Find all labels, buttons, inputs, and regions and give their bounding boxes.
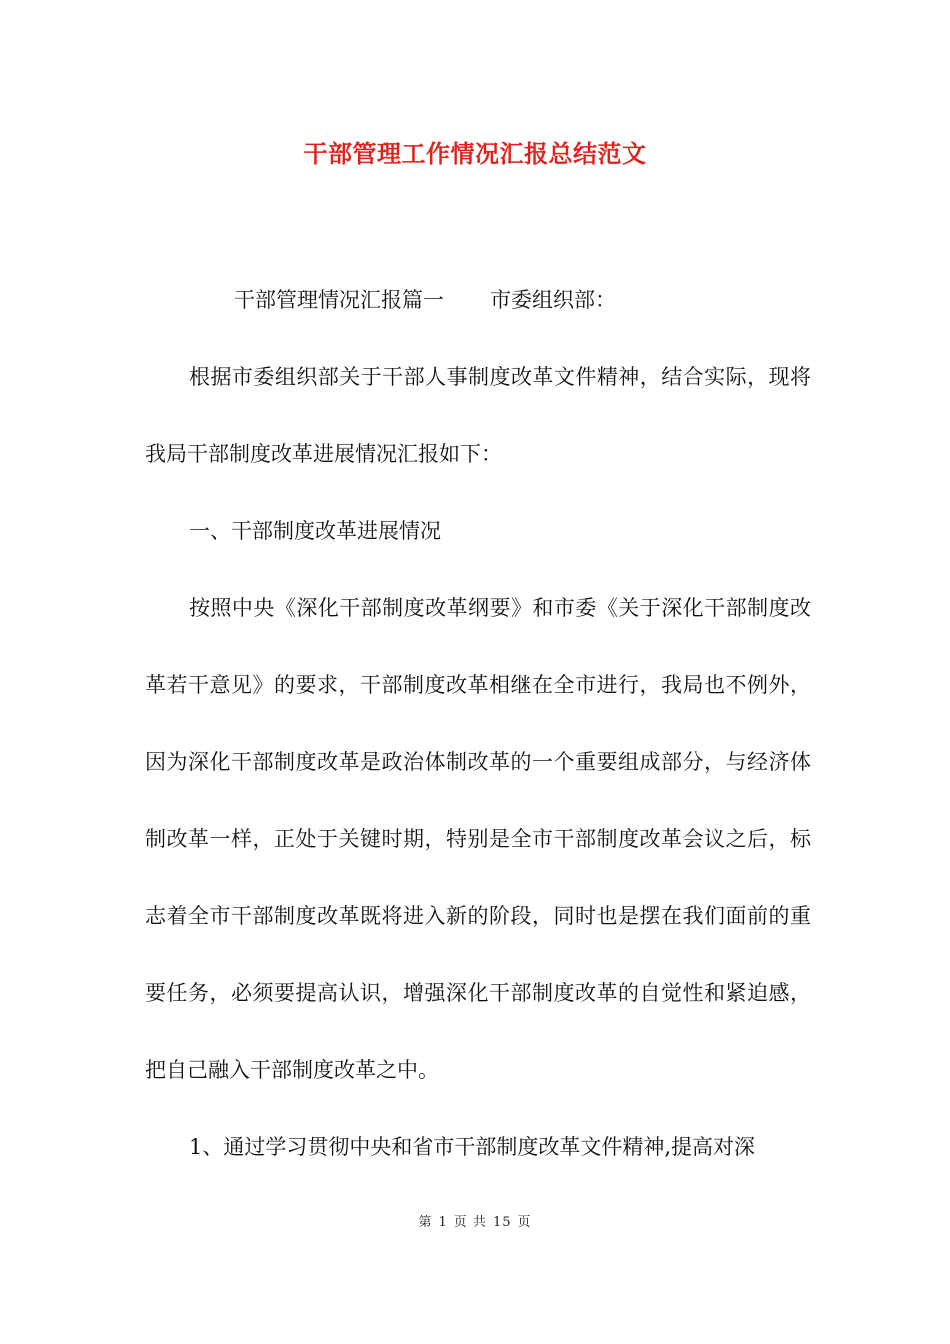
section-heading: 一、干部制度改革进展情况	[189, 519, 441, 543]
footer-current-page: 1	[438, 1215, 448, 1230]
paragraph-intro: 根据市委组织部关于干部人事制度改革文件精神，结合实际，现将我局干部制度改革进展情况汇报如下：	[145, 365, 811, 466]
document-title: 干部管理工作情况汇报总结范文	[303, 139, 647, 168]
footer-middle: 页 共	[453, 1215, 487, 1230]
document-body	[145, 262, 811, 1186]
paragraph-point-1: 1、通过学习贯彻中央和省市干部制度改革文件精神,提高对深	[189, 1135, 756, 1159]
letter-heading-subject: 干部管理情况汇报篇一	[234, 288, 444, 312]
letter-heading	[145, 262, 811, 339]
page-footer	[0, 1211, 950, 1230]
footer-suffix: 页	[517, 1215, 532, 1230]
letter-heading-recipient: 市委组织部：	[490, 288, 616, 312]
footer-total-pages: 15	[492, 1215, 512, 1230]
paragraph-main: 按照中央《深化干部制度改革纲要》和市委《关于深化干部制度改革若干意见》的要求，干部制度改革相继在全市进行，我局也不例外，因为深化干部制度改革是政治体制改革的一个重要组成部分，与经济体制改革一样，正处于关键时期，特别是全市干部制度改革会议之后，标志着全市干部制度改革既将进入新的阶段，同时也是摆在我们面前的重要任务，必须要提高认识，增强深化干部制度改革的自觉性和紧迫感，把自己融入干部制度改革之中。	[145, 596, 811, 1082]
footer-prefix: 第	[418, 1215, 433, 1230]
